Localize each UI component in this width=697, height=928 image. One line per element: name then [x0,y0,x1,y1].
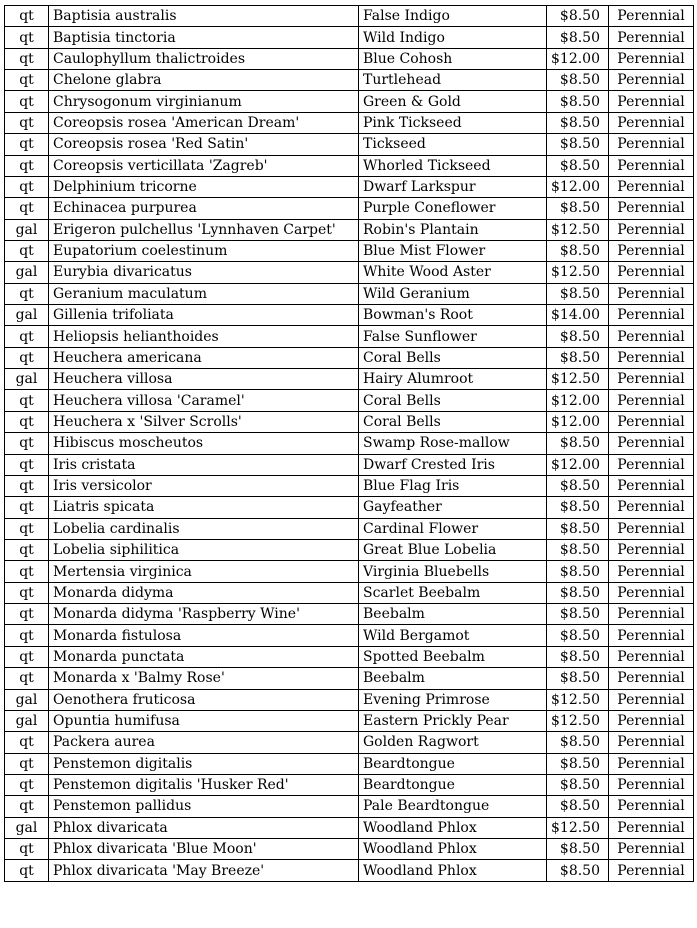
common-name-cell: Green & Gold [359,91,547,112]
botanical-name-cell: Echinacea purpurea [49,198,359,219]
price-cell: $12.00 [547,48,609,69]
table-row [5,262,694,283]
size-cell: qt [5,240,49,261]
common-name-cell: Wild Indigo [359,27,547,48]
table-row [5,454,694,475]
price-cell: $8.50 [547,475,609,496]
botanical-name-cell: Hibiscus moscheutos [49,433,359,454]
botanical-name-cell: Heuchera x 'Silver Scrolls' [49,411,359,432]
plant-type-cell: Perennial [609,539,694,560]
table-row [5,112,694,133]
size-cell: qt [5,91,49,112]
botanical-name-cell: Liatris spicata [49,497,359,518]
botanical-name-cell: Coreopsis rosea 'American Dream' [49,112,359,133]
plant-type-cell: Perennial [609,411,694,432]
common-name-cell: Evening Primrose [359,689,547,710]
price-cell: $8.50 [547,604,609,625]
plant-type-cell: Perennial [609,134,694,155]
plant-table-body [5,6,694,882]
size-cell: qt [5,6,49,27]
size-cell: qt [5,283,49,304]
plant-type-cell: Perennial [609,817,694,838]
table-row [5,240,694,261]
plant-type-cell: Perennial [609,91,694,112]
table-row [5,732,694,753]
size-cell: qt [5,839,49,860]
common-name-cell: Swamp Rose-mallow [359,433,547,454]
table-row [5,219,694,240]
table-row [5,668,694,689]
price-cell: $8.50 [547,240,609,261]
botanical-name-cell: Coreopsis rosea 'Red Satin' [49,134,359,155]
plant-type-cell: Perennial [609,753,694,774]
size-cell: gal [5,710,49,731]
botanical-name-cell: Iris cristata [49,454,359,475]
botanical-name-cell: Monarda fistulosa [49,625,359,646]
common-name-cell: Golden Ragwort [359,732,547,753]
price-cell: $12.50 [547,219,609,240]
botanical-name-cell: Monarda punctata [49,646,359,667]
price-cell: $8.50 [547,796,609,817]
botanical-name-cell: Phlox divaricata 'Blue Moon' [49,839,359,860]
botanical-name-cell: Monarda didyma [49,582,359,603]
plant-type-cell: Perennial [609,710,694,731]
plant-type-cell: Perennial [609,796,694,817]
common-name-cell: Beardtongue [359,753,547,774]
size-cell: qt [5,774,49,795]
common-name-cell: Dwarf Larkspur [359,176,547,197]
price-cell: $8.50 [547,326,609,347]
botanical-name-cell: Eupatorium coelestinum [49,240,359,261]
table-row [5,561,694,582]
size-cell: qt [5,390,49,411]
plant-type-cell: Perennial [609,497,694,518]
price-cell: $12.00 [547,411,609,432]
plant-type-cell: Perennial [609,305,694,326]
common-name-cell: Wild Geranium [359,283,547,304]
size-cell: gal [5,369,49,390]
size-cell: qt [5,497,49,518]
price-cell: $8.50 [547,582,609,603]
botanical-name-cell: Heuchera americana [49,347,359,368]
size-cell: qt [5,176,49,197]
size-cell: qt [5,561,49,582]
plant-type-cell: Perennial [609,369,694,390]
plant-type-cell: Perennial [609,604,694,625]
common-name-cell: Woodland Phlox [359,860,547,881]
common-name-cell: White Wood Aster [359,262,547,283]
botanical-name-cell: Heuchera villosa [49,369,359,390]
price-cell: $8.50 [547,839,609,860]
price-cell: $8.50 [547,668,609,689]
common-name-cell: Gayfeather [359,497,547,518]
common-name-cell: Beebalm [359,604,547,625]
botanical-name-cell: Packera aurea [49,732,359,753]
table-row [5,369,694,390]
size-cell: qt [5,347,49,368]
common-name-cell: Whorled Tickseed [359,155,547,176]
table-row [5,604,694,625]
table-row [5,774,694,795]
table-row [5,176,694,197]
size-cell: gal [5,262,49,283]
table-row [5,839,694,860]
plant-type-cell: Perennial [609,198,694,219]
plant-type-cell: Perennial [609,347,694,368]
common-name-cell: Scarlet Beebalm [359,582,547,603]
plant-type-cell: Perennial [609,582,694,603]
table-row [5,433,694,454]
price-cell: $8.50 [547,518,609,539]
common-name-cell: Blue Flag Iris [359,475,547,496]
plant-type-cell: Perennial [609,475,694,496]
table-row [5,134,694,155]
plant-type-cell: Perennial [609,48,694,69]
plant-type-cell: Perennial [609,390,694,411]
price-cell: $8.50 [547,646,609,667]
price-cell: $12.50 [547,262,609,283]
size-cell: qt [5,454,49,475]
size-cell: qt [5,475,49,496]
common-name-cell: False Sunflower [359,326,547,347]
price-cell: $12.00 [547,390,609,411]
price-cell: $12.50 [547,710,609,731]
botanical-name-cell: Chelone glabra [49,70,359,91]
table-row [5,411,694,432]
plant-price-list [4,5,693,882]
table-row [5,646,694,667]
plant-type-cell: Perennial [609,70,694,91]
botanical-name-cell: Erigeron pulchellus 'Lynnhaven Carpet' [49,219,359,240]
common-name-cell: Spotted Beebalm [359,646,547,667]
botanical-name-cell: Mertensia virginica [49,561,359,582]
common-name-cell: Dwarf Crested Iris [359,454,547,475]
table-row [5,48,694,69]
botanical-name-cell: Phlox divaricata 'May Breeze' [49,860,359,881]
table-row [5,283,694,304]
size-cell: qt [5,518,49,539]
common-name-cell: Great Blue Lobelia [359,539,547,560]
common-name-cell: Pink Tickseed [359,112,547,133]
common-name-cell: Coral Bells [359,411,547,432]
plant-type-cell: Perennial [609,112,694,133]
table-row [5,390,694,411]
plant-type-cell: Perennial [609,518,694,539]
size-cell: qt [5,27,49,48]
price-cell: $8.50 [547,112,609,133]
plant-type-cell: Perennial [609,625,694,646]
table-row [5,305,694,326]
table-row [5,6,694,27]
common-name-cell: Blue Cohosh [359,48,547,69]
size-cell: qt [5,539,49,560]
common-name-cell: Woodland Phlox [359,839,547,860]
price-cell: $8.50 [547,561,609,582]
size-cell: gal [5,817,49,838]
size-cell: qt [5,582,49,603]
size-cell: qt [5,48,49,69]
plant-type-cell: Perennial [609,561,694,582]
price-cell: $8.50 [547,283,609,304]
common-name-cell: Beardtongue [359,774,547,795]
size-cell: gal [5,689,49,710]
size-cell: qt [5,155,49,176]
price-cell: $8.50 [547,497,609,518]
size-cell: qt [5,198,49,219]
price-cell: $12.50 [547,689,609,710]
size-cell: qt [5,796,49,817]
plant-type-cell: Perennial [609,283,694,304]
size-cell: qt [5,668,49,689]
plant-type-cell: Perennial [609,689,694,710]
table-row [5,27,694,48]
common-name-cell: Robin's Plantain [359,219,547,240]
botanical-name-cell: Monarda x 'Balmy Rose' [49,668,359,689]
table-row [5,796,694,817]
common-name-cell: Eastern Prickly Pear [359,710,547,731]
common-name-cell: Blue Mist Flower [359,240,547,261]
plant-type-cell: Perennial [609,326,694,347]
price-cell: $12.50 [547,817,609,838]
price-cell: $8.50 [547,539,609,560]
size-cell: qt [5,732,49,753]
common-name-cell: Coral Bells [359,390,547,411]
table-row [5,91,694,112]
table-row [5,582,694,603]
table-row [5,326,694,347]
price-cell: $8.50 [547,860,609,881]
botanical-name-cell: Lobelia cardinalis [49,518,359,539]
common-name-cell: Bowman's Root [359,305,547,326]
price-cell: $12.00 [547,454,609,475]
plant-type-cell: Perennial [609,176,694,197]
botanical-name-cell: Chrysogonum virginianum [49,91,359,112]
size-cell: qt [5,411,49,432]
botanical-name-cell: Eurybia divaricatus [49,262,359,283]
botanical-name-cell: Penstemon digitalis [49,753,359,774]
plant-type-cell: Perennial [609,6,694,27]
price-cell: $8.50 [547,753,609,774]
plant-type-cell: Perennial [609,860,694,881]
price-cell: $8.50 [547,774,609,795]
plant-type-cell: Perennial [609,668,694,689]
botanical-name-cell: Geranium maculatum [49,283,359,304]
price-cell: $8.50 [547,155,609,176]
table-row [5,518,694,539]
price-cell: $8.50 [547,198,609,219]
price-cell: $14.00 [547,305,609,326]
common-name-cell: False Indigo [359,6,547,27]
plant-type-cell: Perennial [609,27,694,48]
plant-type-cell: Perennial [609,219,694,240]
plant-type-cell: Perennial [609,454,694,475]
common-name-cell: Coral Bells [359,347,547,368]
common-name-cell: Turtlehead [359,70,547,91]
table-row [5,475,694,496]
common-name-cell: Wild Bergamot [359,625,547,646]
price-cell: $8.50 [547,625,609,646]
price-cell: $12.00 [547,176,609,197]
common-name-cell: Woodland Phlox [359,817,547,838]
price-cell: $8.50 [547,91,609,112]
botanical-name-cell: Heliopsis helianthoides [49,326,359,347]
price-cell: $8.50 [547,6,609,27]
price-cell: $8.50 [547,70,609,91]
table-row [5,689,694,710]
size-cell: qt [5,70,49,91]
price-cell: $8.50 [547,732,609,753]
botanical-name-cell: Caulophyllum thalictroides [49,48,359,69]
botanical-name-cell: Monarda didyma 'Raspberry Wine' [49,604,359,625]
botanical-name-cell: Penstemon digitalis 'Husker Red' [49,774,359,795]
botanical-name-cell: Coreopsis verticillata 'Zagreb' [49,155,359,176]
common-name-cell: Hairy Alumroot [359,369,547,390]
table-row [5,860,694,881]
botanical-name-cell: Delphinium tricorne [49,176,359,197]
common-name-cell: Beebalm [359,668,547,689]
plant-type-cell: Perennial [609,646,694,667]
table-row [5,710,694,731]
price-cell: $8.50 [547,347,609,368]
table-row [5,753,694,774]
botanical-name-cell: Opuntia humifusa [49,710,359,731]
botanical-name-cell: Heuchera villosa 'Caramel' [49,390,359,411]
size-cell: qt [5,433,49,454]
price-cell: $8.50 [547,27,609,48]
size-cell: qt [5,625,49,646]
size-cell: qt [5,753,49,774]
common-name-cell: Tickseed [359,134,547,155]
size-cell: qt [5,646,49,667]
table-row [5,198,694,219]
price-cell: $12.50 [547,369,609,390]
table-row [5,625,694,646]
botanical-name-cell: Phlox divaricata [49,817,359,838]
plant-type-cell: Perennial [609,732,694,753]
plant-table [4,5,694,882]
size-cell: qt [5,134,49,155]
size-cell: qt [5,112,49,133]
table-row [5,347,694,368]
common-name-cell: Cardinal Flower [359,518,547,539]
botanical-name-cell: Baptisia australis [49,6,359,27]
plant-type-cell: Perennial [609,262,694,283]
size-cell: gal [5,219,49,240]
plant-type-cell: Perennial [609,433,694,454]
table-row [5,497,694,518]
botanical-name-cell: Lobelia siphilitica [49,539,359,560]
plant-type-cell: Perennial [609,774,694,795]
plant-type-cell: Perennial [609,240,694,261]
table-row [5,155,694,176]
common-name-cell: Purple Coneflower [359,198,547,219]
botanical-name-cell: Oenothera fruticosa [49,689,359,710]
plant-type-cell: Perennial [609,155,694,176]
size-cell: qt [5,604,49,625]
plant-type-cell: Perennial [609,839,694,860]
price-cell: $8.50 [547,134,609,155]
botanical-name-cell: Iris versicolor [49,475,359,496]
size-cell: qt [5,326,49,347]
size-cell: qt [5,860,49,881]
botanical-name-cell: Penstemon pallidus [49,796,359,817]
common-name-cell: Pale Beardtongue [359,796,547,817]
price-cell: $8.50 [547,433,609,454]
size-cell: gal [5,305,49,326]
table-row [5,817,694,838]
table-row [5,539,694,560]
botanical-name-cell: Baptisia tinctoria [49,27,359,48]
table-row [5,70,694,91]
common-name-cell: Virginia Bluebells [359,561,547,582]
botanical-name-cell: Gillenia trifoliata [49,305,359,326]
